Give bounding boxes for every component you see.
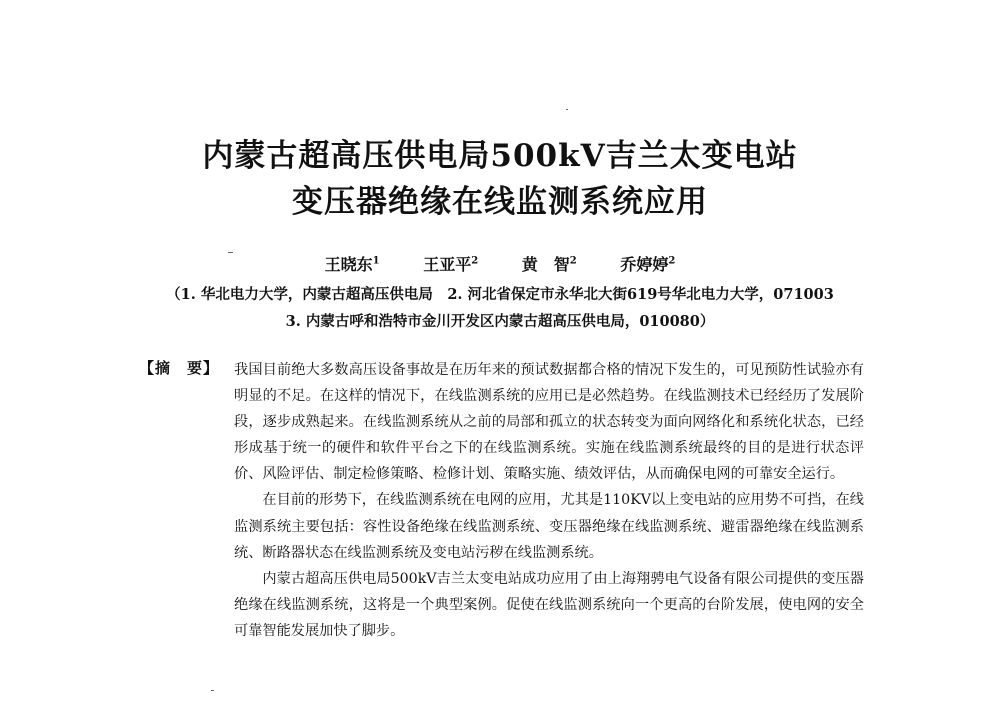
affiliation-line-2: 3. 内蒙古呼和浩特市金川开发区内蒙古超高压供电局，010080） [285,313,715,330]
author-list [0,252,1000,275]
author-affiliation-mark: 2 [471,255,479,267]
affiliation-line-1: （1. 华北电力大学，内蒙古超高压供电局 2. 河北省保定市永华北大街619号华北电力大学，071003 [166,286,834,303]
scan-artifact [566,109,568,110]
author [423,252,478,275]
abstract-body [234,357,864,644]
author-affiliation-mark: 2 [668,255,676,267]
abstract-paragraph-3: 内蒙古超高压供电局500kV吉兰太变电站成功应用了由上海翔骋电气设备有限公司提供的变压器绝缘在线监测系统，这将是一个典型案例。促使在线监测系统向一个更高的台阶发展，使电网的安全可靠智能发展加快了脚步。 [234,570,864,639]
abstract-paragraph-2: 在目前的形势下，在线监测系统在电网的应用，尤其是110KV以上变电站的应用势不可挡，在线监测系统主要包括：容性设备绝缘在线监测系统、变压器绝缘在线监测系统、避雷器绝缘在线监测系统、断路器状态在线监测系统及变电站污秽在线监测系统。 [234,492,864,561]
abstract-label: 【摘 要】 [139,359,220,377]
paper-title-line-2: 变压器绝缘在线监测系统应用 [292,184,708,220]
author-affiliation-mark: 1 [372,255,380,267]
paper-title-line-1: 内蒙古超高压供电局500kV吉兰太变电站 [202,138,798,174]
author-name: 黄 智 [521,255,570,274]
author-name: 王亚平 [423,255,472,274]
author-name: 乔婷婷 [620,255,669,274]
author-affiliation-mark: 2 [569,255,577,267]
author [620,252,675,275]
scan-artifact [228,252,233,253]
abstract-paragraph-1: 我国目前绝大多数高压设备事故是在历年来的预试数据都合格的情况下发生的，可见预防性试验亦有明显的不足。在这样的情况下，在线监测系统的应用已是必然趋势。在线监测技术已经经历了发展阶段，逐步成熟起来。在线监测系统从之前的局部和孤立的状态转变为面向网络化和系统化状态，已经形成基于统一的硬件和软件平台之下的在线监测系统。实施在线监测系统最终的目的是进行状态评价、风险评估、制定检修策略、检修计划、策略实施、绩效评估，从而确保电网的可靠安全运行。 [234,362,864,483]
author [522,252,577,275]
author [325,252,380,275]
author-name: 王晓东 [324,255,373,274]
scan-artifact [211,690,214,691]
